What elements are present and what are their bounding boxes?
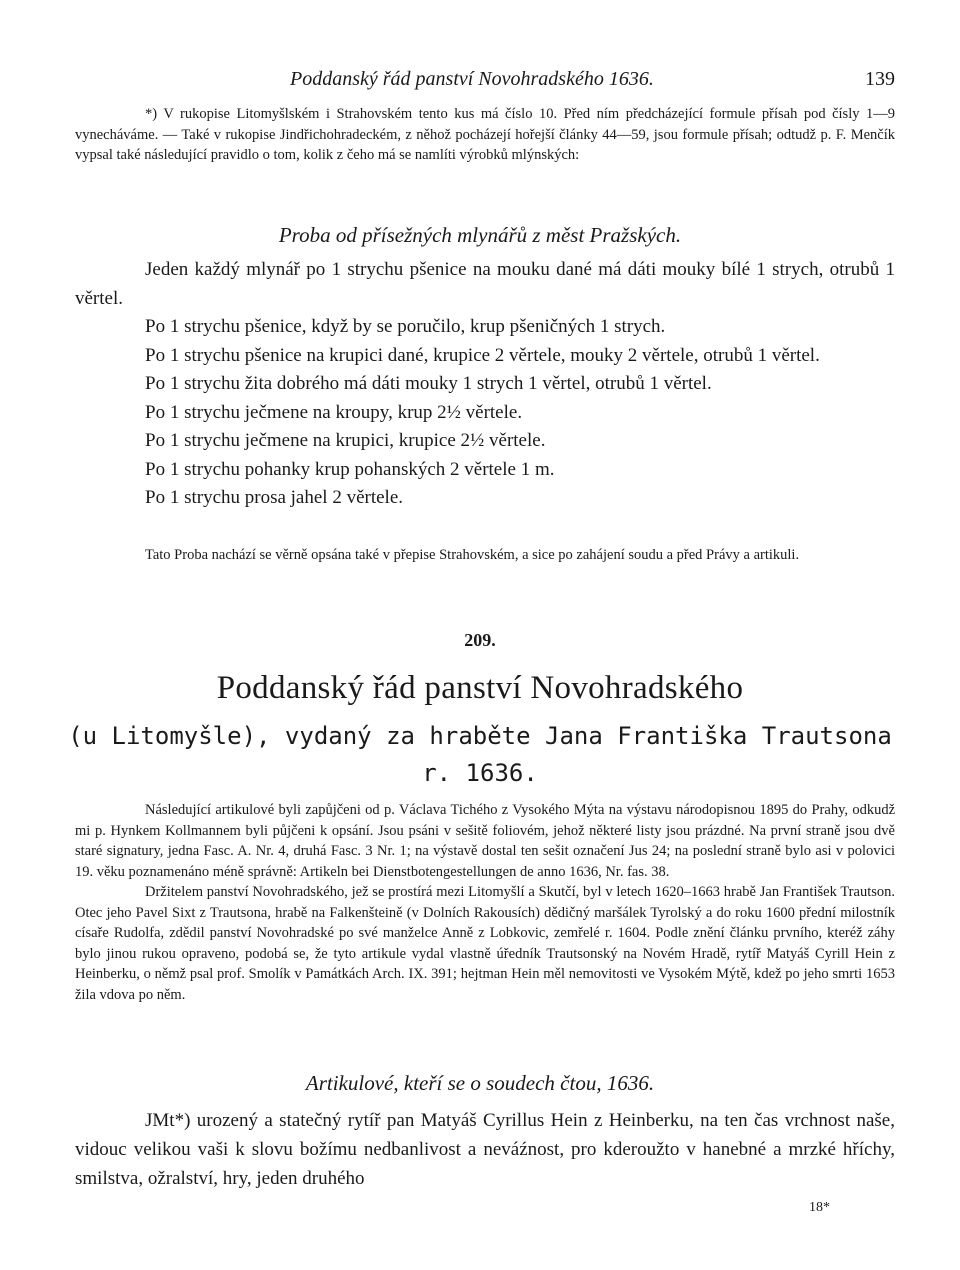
proba-rule: Po 1 strychu žita dobrého má dáti mouky 1 strych 1 věrtel, otrubů 1 věrtel. [145, 373, 712, 394]
proba-rule: Po 1 strychu prosa jahel 2 věrtele. [145, 487, 404, 508]
intro-text [75, 800, 895, 1005]
proba-rule: Po 1 strychu pšenice na krupici dané, krupice 2 věrtele, mouky 2 věrtele, otrubů 1 věrtel. [145, 344, 820, 366]
intro-paragraph: Držitelem panství Novohradského, jež se prostírá mezi Litomyšlí a Skutčí, byl v letech 1620–1663 hrabě Jan František Trautson. Otec jeho Pavel Sixt z Trautsona, hrabě na Falkenšteině (v Dolních Rakousích) dědičný maršálek Tyrolský a do roku 1600 přední milostník císaře Rudolfa, zdědil panství Novohradské po své manželce Anně z Lobkovic, zemřelé r. 1604. Podle znění článku prvního, kteréž záhy bylo jinou rukou opraveno, podobá se, že tyto artikule vydal vlastně úředník Trautsonský na Novém Hradě, rytíř Matyáš Cyrill Hein z Heinberku, o němž psal prof. Smolík v Památkách Arch. IX. 391; hejtman Hein měl nemovitosti ve Vysokém Mýtě, kdež po jeho smrti 1653 žila vdova po něm. [75, 884, 895, 1003]
section-title: Poddanský řád panství Novohradského [216, 670, 744, 706]
proba-rule: Po 1 strychu pšenice, když by se poručilo, krup pšeničných 1 strych. [145, 316, 666, 337]
section-subtitle: (u Litomyšle), vydaný za hraběte Jana Františka Trautsona [68, 722, 892, 750]
proba-rule: Po 1 strychu ječmene na krupici, krupice 2½ věrtele. [145, 430, 546, 451]
proba-rules [75, 256, 895, 513]
running-head [0, 68, 960, 98]
proba-rule: Jeden každý mlynář po 1 strychu pšenice na mouku dané má dáti mouky bílé 1 strych, otrubů 1 věrtel. [75, 259, 895, 309]
signature-mark: 18* [809, 1200, 830, 1215]
proba-rule: Po 1 strychu ječmene na kroupy, krup 2½ věrtele. [145, 401, 523, 423]
section-year: r. 1636. [422, 759, 538, 787]
proba-heading: Proba od přísežných mlynářů z měst Pražských. [278, 223, 682, 247]
footnote-paragraph: *) V rukopise Litomyšlském i Strahovském tento kus má číslo 10. Před ním předcházející formule přísah pod čísly 1—9 vynecháváme. — Také v rukopise Jindřichohradeckém, z něhož pocházejí hořejší články 44—59, jsou formule přísah; odtudž p. F. Menčík vypsal také následující pravidlo o tom, kolik z čeho má se namlíti výrobků mlýnských: [75, 106, 895, 163]
proba-rule: Po 1 strychu pohanky krup pohanských 2 věrtele 1 m. [145, 458, 555, 480]
running-title: Poddanský řád panství Novohradského 1636. [290, 68, 654, 90]
section-number: 209. [464, 630, 496, 650]
page-number: 139 [865, 68, 895, 90]
articles-heading: Artikulové, kteří se o soudech čtou, 1636. [305, 1071, 655, 1095]
proba-closing-note: Tato Proba nachází se věrně opsána také v přepise Strahovském, a sice po zahájení soudu a před Právy a artikuli. [145, 547, 800, 563]
articles-paragraph: JMt*) urozený a statečný rytíř pan Matyáš Cyrillus Hein z Heinberku, na ten čas vrchnost naše, vidouc velikou vaši k slovu božímu nedbanlivost a neváźnost, pro kderoužto v hanebné a mrzké hříchy, smilstva, ožralství, hry, jeden druhého [75, 1110, 895, 1189]
intro-paragraph: Následující artikulové byli zapůjčeni od p. Václava Tichého z Vysokého Mýta na výstavu národopisnou 1895 do Prahy, odkudž mi p. Hynkem Kollmannem byli půjčeni k opsání. Jsou psáni v sešitě foliovém, jehož některé listy jsou prázdné. Na první straně jsou dvě staré signatury, jedna Fasc. A. Nr. 4, druhá Fasc. 3 Nr. 1; na výstavě dostal ten sešit označení Jus 24; na poslední straně bylo asi v polovici 19. věku poznamenáno méně správně: Artikeln bei Dienstbotengestellungen de anno 1636, Nr. fas. 38. [75, 802, 895, 880]
